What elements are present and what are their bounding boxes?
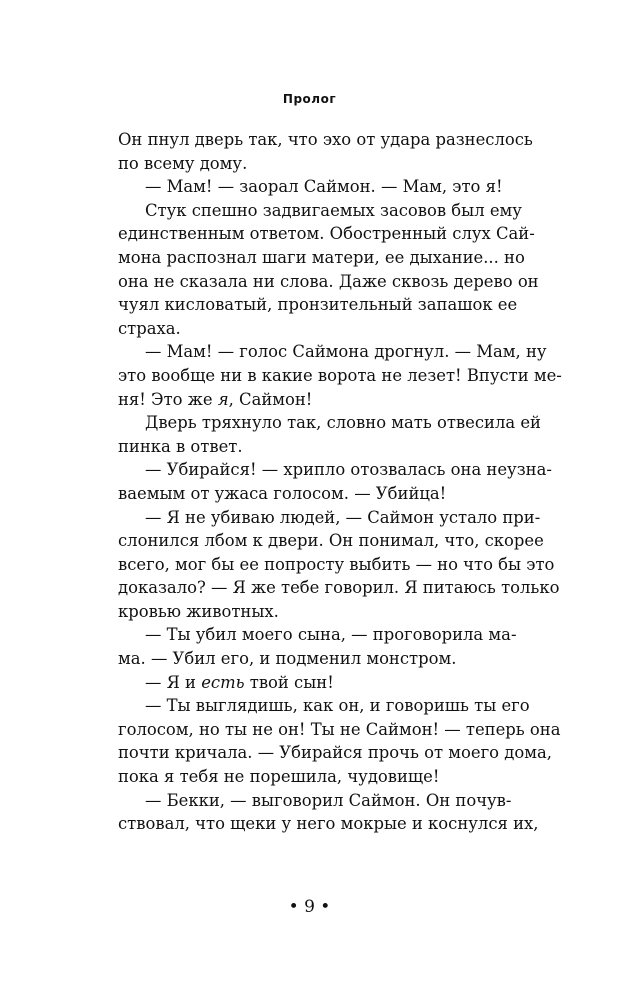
text-line: чуял кисловатый, пронзительный запашок ее (118, 295, 518, 315)
italic-word: есть (201, 672, 245, 692)
text-line: пинка в ответ. (118, 436, 243, 456)
page-number: • 9 • (288, 897, 331, 917)
text-line: ма. — Убил его, и подменил монстром. (118, 649, 457, 669)
text-line: голосом, но ты не он! Ты не Саймон! — теперь она (118, 719, 561, 739)
text-line: — Мам! — голос Саймона дрогнул. — Мам, ну (145, 342, 547, 362)
text-line: Стук спешно задвигаемых засовов был ему (145, 200, 522, 220)
text-segment: ня! Это же (118, 389, 218, 409)
text-line: ваемым от ужаса голосом. — Убийца! (118, 483, 447, 503)
text-line: пока я тебя не порешила, чудовище! (118, 767, 440, 787)
text-segment: — Я и (145, 672, 202, 692)
text-line: слонился лбом к двери. Он понимал, что, скорее (118, 531, 544, 551)
text-line: кровью животных. (118, 601, 279, 621)
text-line: — Ты убил моего сына, — проговорила ма- (145, 625, 517, 645)
text-segment: , Саймон! (228, 389, 313, 409)
text-segment: твой сын! (244, 672, 334, 692)
text-line: мона распознал шаги матери, ее дыхание... но (118, 247, 525, 267)
text-line: страха. (118, 318, 181, 338)
italic-word: я (217, 389, 229, 409)
text-line: по всему дому. (118, 153, 248, 173)
text-line: — Мам! — заорал Саймон. — Мам, это я! (145, 177, 503, 197)
text-line: она не сказала ни слова. Даже сквозь дерево он (118, 271, 539, 291)
text-line: доказало? — Я же тебе говорил. Я питаюсь только (118, 578, 560, 598)
text-line: это вообще ни в какие ворота не лезет! Впусти ме- (118, 365, 562, 385)
text-line: — Ты выглядишь, как он, и говоришь ты его (145, 696, 530, 716)
text-line: — Я не убиваю людей, — Саймон устало при- (145, 507, 541, 527)
text-line: Он пнул дверь так, что эхо от удара разнеслось (118, 130, 533, 149)
text-line (118, 388, 502, 412)
body-text (118, 128, 562, 836)
text-line: единственным ответом. Обостренный слух Сай- (118, 224, 535, 244)
text-line: Дверь тряхнуло так, словно мать отвесила ей (145, 413, 541, 433)
text-line: ствовал, что щеки у него мокрые и коснулся их, (118, 814, 539, 834)
text-line: — Убирайся! — хрипло отозвалась она неузна- (145, 460, 552, 480)
text-line: — Бекки, — выговорил Саймон. Он почув- (145, 790, 512, 810)
chapter-header: Пролог (282, 92, 337, 106)
text-line: почти кричала. — Убирайся прочь от моего дома, (118, 743, 552, 763)
text-line: всего, мог бы ее попросту выбить — но что бы это (118, 554, 555, 574)
text-line (118, 671, 502, 695)
